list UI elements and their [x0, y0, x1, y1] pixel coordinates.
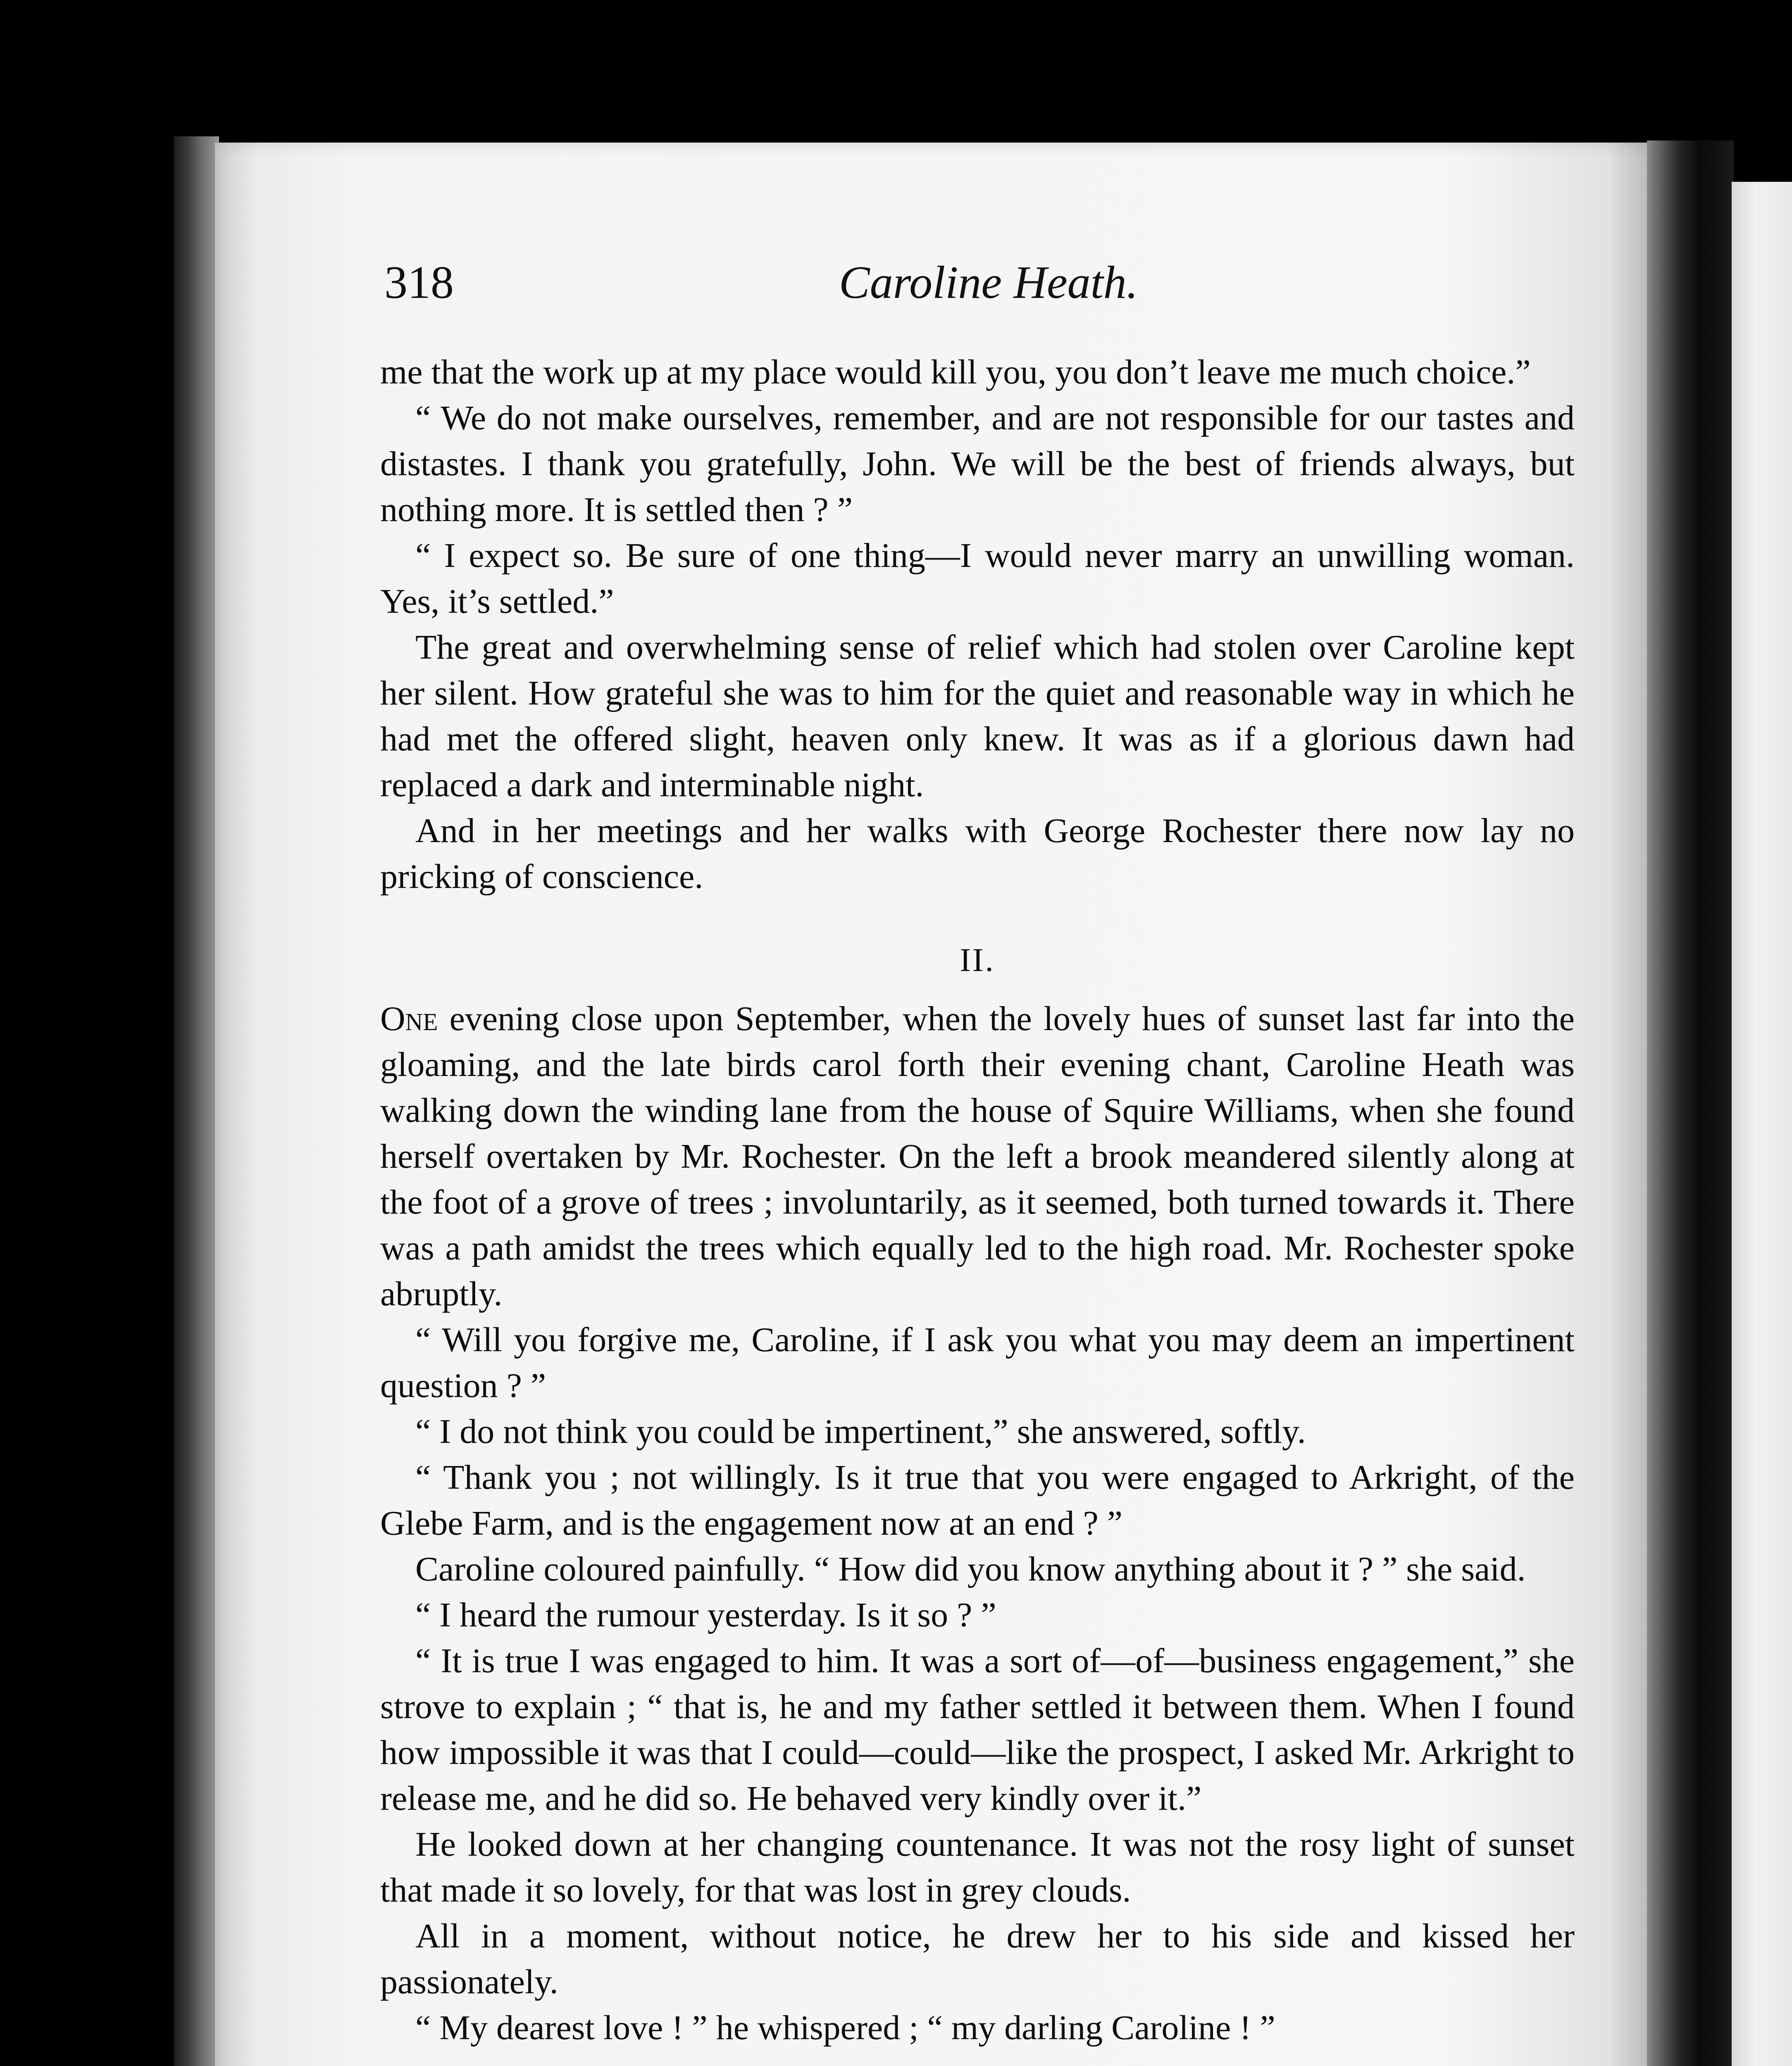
page-number: 318 — [384, 257, 454, 308]
paragraph: “ Thank you ; not willingly. Is it true that you were engaged to Arkright, of the Glebe Farm, and is the engagement now at an end ? ” — [380, 1458, 1575, 1542]
paragraph: Caroline coloured painfully. “ How did you know anything about it ? ” she said. — [415, 1550, 1526, 1588]
paragraph: “ I do not think you could be impertinent,” she answered, softly. — [415, 1412, 1306, 1451]
facing-page-edge — [1732, 182, 1792, 2066]
paragraph: “ My dearest love ! ” he whispered ; “ my darling Caroline ! ” — [415, 2009, 1275, 2047]
paragraph: “ Will you forgive me, Caroline, if I ask you what you may deem an impertinent question ? ” — [380, 1321, 1575, 1405]
paragraph: “ I heard the rumour yesterday. Is it so ? ” — [415, 1596, 996, 1634]
paragraph: He looked down at her changing countenance. It was not the rosy light of sunset that made it so lovely, for that was lost in grey clouds. — [380, 1825, 1575, 1909]
page-gutter-shadow — [1647, 140, 1734, 2066]
paragraph: “ It is true I was engaged to him. It was a sort of—of—business engagement,” she strove to explain ; “ that is, he and my father settled it between them. When I found how impossible it was that I could—could—like the prospect, I asked Mr. Arkright to release me, and he did so. He behaved very kindly over it.” — [380, 1642, 1575, 1818]
section-opening-paragraph — [380, 996, 1575, 1317]
running-header — [384, 256, 1575, 318]
running-title: Caroline Heath. — [839, 257, 1138, 308]
paragraph-text: evening close upon September, when the lovely hues of sunset last far into the gloaming, and the late birds carol forth their evening chant, Caroline Heath was walking down the winding lane from the house of Squire Williams, when she found herself overtaken by Mr. Rochester. On the left a brook meandered silently along at the foot of a grove of trees ; involuntarily, as it seemed, both turned towards it. There was a path amidst the trees which equally led to the high road. Mr. Rochester spoke abruptly. — [380, 1000, 1575, 1313]
paragraph: “ I expect so. Be sure of one thing—I would never marry an unwilling woman. Yes, it’s settled.” — [380, 536, 1575, 621]
section-number: II. — [960, 942, 995, 978]
paragraph: The great and overwhelming sense of relief which had stolen over Caroline kept her silent. How grateful she was to him for the quiet and reasonable way in which he had met the offered slight, heaven only knew. It was as if a glorious dawn had replaced a dark and interminable night. — [380, 628, 1575, 804]
paragraph: And in her meetings and her walks with George Rochester there now lay no pricking of conscience. — [380, 812, 1575, 896]
paragraph: me that the work up at my place would kill you, you don’t leave me much choice.” — [380, 353, 1531, 391]
small-caps-lead: One — [380, 1000, 438, 1038]
body-text — [380, 349, 1575, 2051]
binding-edge — [174, 136, 219, 2066]
paragraph: “ We do not make ourselves, remember, and are not responsible for our tastes and distastes. I thank you gratefully, John. We will be the best of friends always, but nothing more. It is settled then ? ” — [380, 399, 1575, 529]
paragraph: All in a moment, without notice, he drew her to his side and kissed her passionately. — [380, 1917, 1575, 2001]
